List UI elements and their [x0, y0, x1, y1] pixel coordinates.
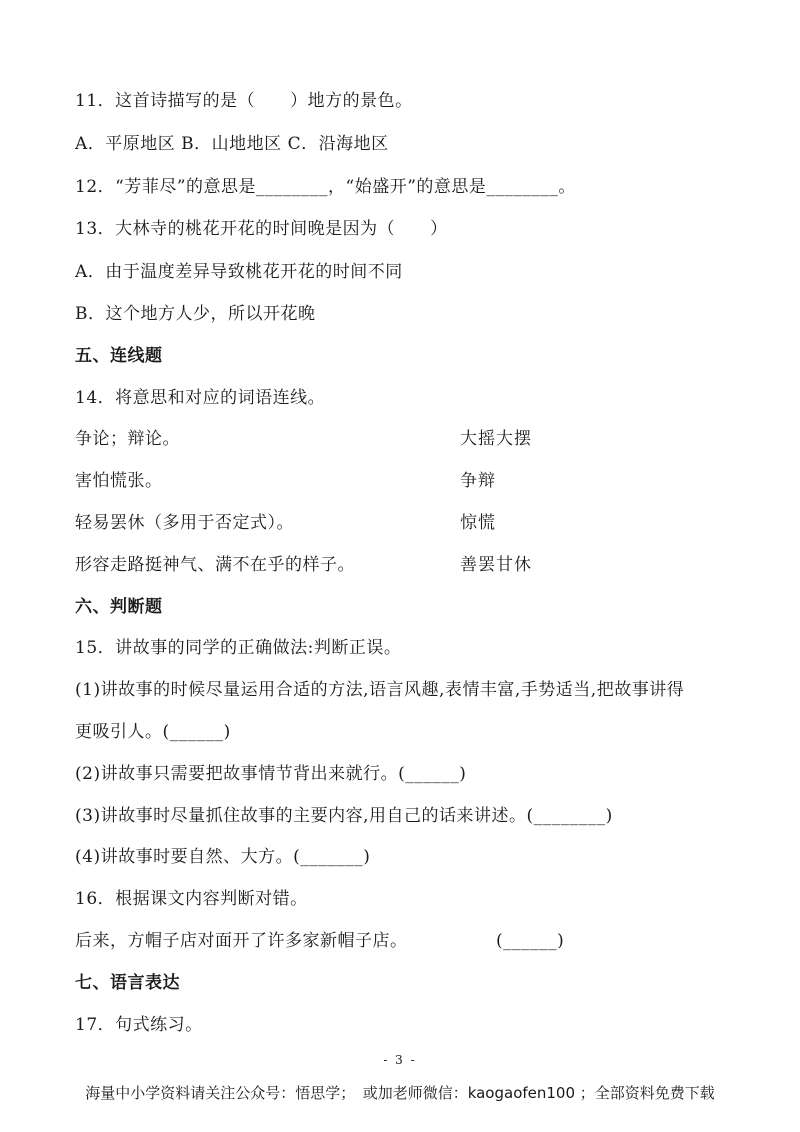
section-5-title: 五、连线题 [75, 346, 163, 366]
match-left-item: 争论；辩论。 [75, 429, 180, 449]
question-15: 15．讲故事的同学的正确做法:判断正误。 [75, 638, 402, 658]
match-left-item: 形容走路挺神气、满不在乎的样子。 [75, 555, 355, 575]
question-16-statement: 后来，方帽子店对面开了许多家新帽子店。 [75, 931, 408, 951]
footer-note: 海量中小学资料请关注公众号：悟思学； 或加老师微信：kaogaofen100 ；全部资料免费下载 [85, 1084, 715, 1102]
match-left-item: 轻易罢休（多用于否定式）。 [75, 513, 294, 533]
question-15-item-2: (2)讲故事只需要把故事情节背出来就行。(______) [75, 764, 467, 784]
question-12: 12．“芳菲尽”的意思是________，“始盛开”的意思是________。 [75, 177, 576, 197]
question-13-option-a: A．由于温度差异导致桃花开花的时间不同 [75, 262, 403, 282]
match-left-item: 害怕慌张。 [75, 471, 163, 491]
question-16: 16．根据课文内容判断对错。 [75, 889, 308, 909]
question-15-item-1-cont: 更吸引人。(______) [75, 722, 231, 742]
question-17: 17．句式练习。 [75, 1015, 203, 1035]
question-11-options: A．平原地区 B．山地地区 C．沿海地区 [75, 134, 389, 154]
match-right-item: 大摇大摆 [460, 429, 532, 449]
match-right-item: 争辩 [460, 471, 496, 491]
section-6-title: 六、判断题 [75, 597, 163, 617]
section-7-title: 七、语言表达 [75, 973, 180, 993]
question-16-answer-blank: (______) [496, 931, 565, 951]
match-right-item: 善罢甘休 [460, 555, 532, 575]
question-13: 13．大林寺的桃花开花的时间晚是因为（ ） [75, 219, 448, 239]
question-13-option-b: B．这个地方人少，所以开花晚 [75, 304, 316, 324]
page-number: - 3 - [383, 1053, 417, 1067]
match-right-item: 惊慌 [460, 513, 496, 533]
question-11: 11．这首诗描写的是（ ）地方的景色。 [75, 91, 413, 111]
question-15-item-4: (4)讲故事时要自然、大方。(_______) [75, 847, 371, 867]
question-14: 14．将意思和对应的词语连线。 [75, 388, 326, 408]
question-15-item-1: (1)讲故事的时候尽量运用合适的方法,语言风趣,表情丰富,手势适当,把故事讲得 [75, 680, 685, 700]
question-15-item-3: (3)讲故事时尽量抓住故事的主要内容,用自己的话来讲述。(________) [75, 806, 613, 826]
